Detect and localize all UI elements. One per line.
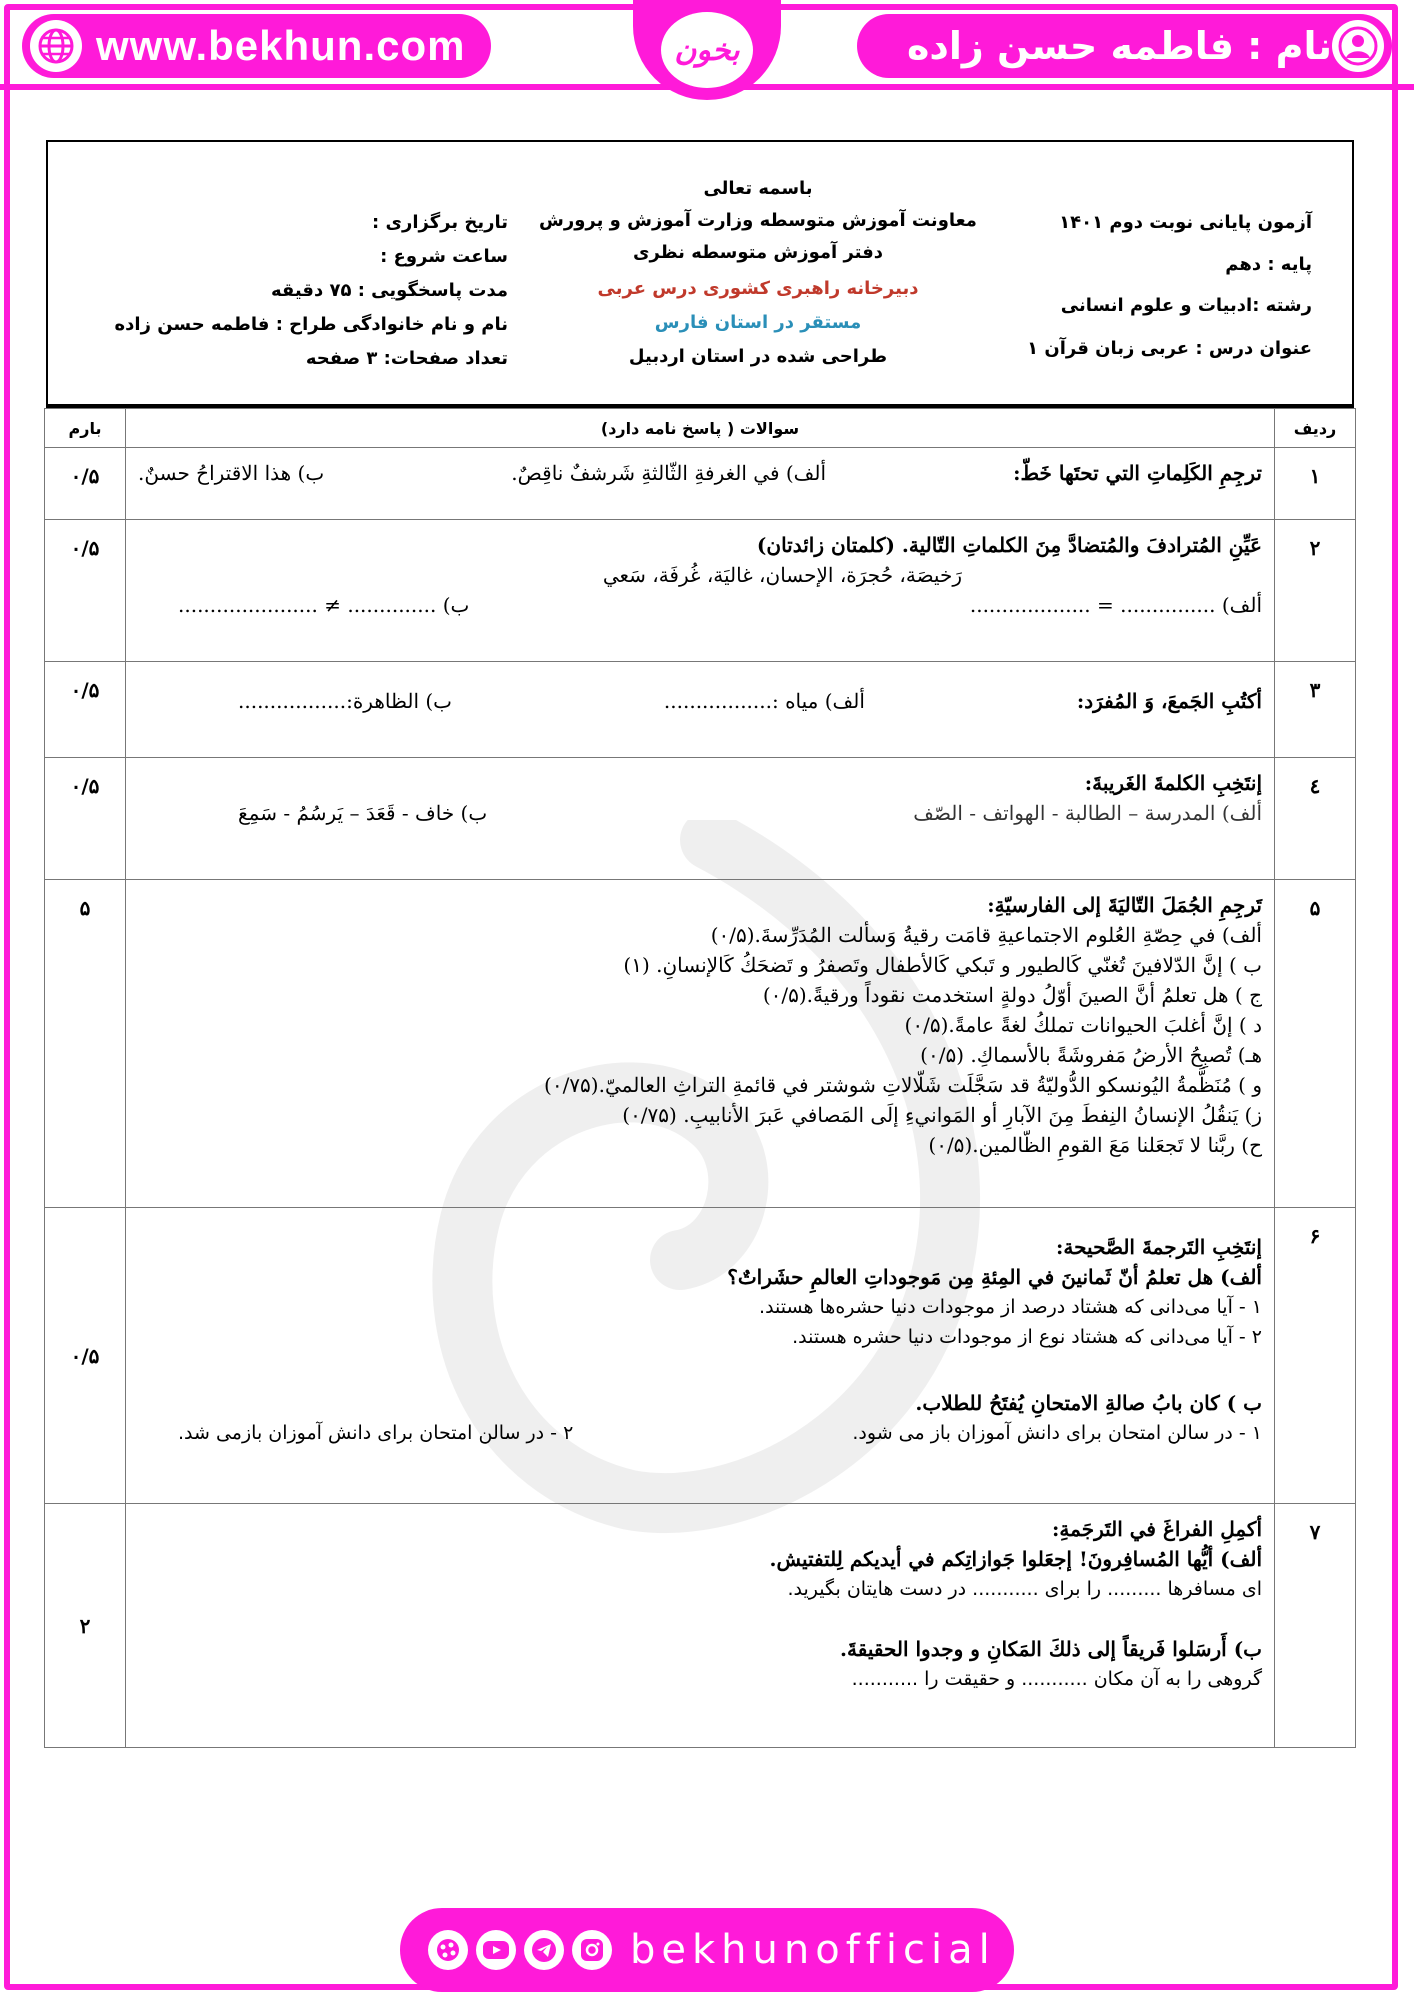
option-b: ب) خاف - قَعَدَ – يَرسُمُ - سَمِعَ xyxy=(238,801,488,825)
basmala: باسمه تعالی xyxy=(703,178,813,199)
start-time: ساعت شروع : xyxy=(380,246,508,267)
student-name: نام : فاطمه حسن زاده xyxy=(906,24,1332,68)
page-count: تعداد صفحات: ۳ صفحه xyxy=(305,348,508,369)
course-title: عنوان درس : عربی زبان قرآن ۱ xyxy=(1027,338,1312,359)
part-a-choice-1: ۱ - آیا می‌دانی که هشتاد درصد از موجودات دنیا حشره‌ها هستند. xyxy=(759,1296,1262,1318)
designed-in: طراحی شده در استان اردبیل xyxy=(628,346,888,367)
score: ۰/۵ xyxy=(45,520,126,662)
exam-header xyxy=(46,140,1354,408)
row-number: ۲ xyxy=(1275,520,1356,662)
part-a-translation: ای مسافرها ......... را برای ........... در دست هایتان بگیرید. xyxy=(787,1578,1262,1600)
list-item: هـ) تُصبِحُ الأرضُ مَفروشَةً بالأسماكِ. (۰/۵) xyxy=(920,1043,1262,1067)
part-b-choice-2: ۲ - در سالن امتحان برای دانش آموزان بازمی شد. xyxy=(178,1422,574,1444)
list-item: و ) مُنَظَّمةُ اليُونسكو الدُّوليّةُ قد سَجَّلَت شَلّالاتِ شوشتر في قائمةِ التراثِ العالميّ.(۰/۷۵) xyxy=(544,1073,1262,1097)
question-body xyxy=(126,1504,1275,1748)
row-number: ۶ xyxy=(1275,1208,1356,1504)
col-row: ردیف xyxy=(1275,409,1356,448)
row-number: ۱ xyxy=(1275,448,1356,520)
globe-icon xyxy=(30,20,82,72)
question-body xyxy=(126,1208,1275,1504)
social-bar xyxy=(400,1908,1014,1992)
based-in: مستقر در استان فارس xyxy=(654,312,862,333)
telegram-icon[interactable] xyxy=(524,1930,564,1970)
part-b-translation: گروهی را به آن مکان ........... و حقیقت را ........... xyxy=(851,1668,1262,1690)
question-body xyxy=(126,758,1275,880)
part-b-question: ب ) كان بابُ صالةِ الامتحانِ يُفتَحُ للطلاب. xyxy=(915,1391,1262,1415)
question-body xyxy=(126,662,1275,758)
grade: پایه : دهم xyxy=(1225,254,1312,275)
website-pill[interactable] xyxy=(22,14,491,78)
question-row xyxy=(45,662,1356,758)
score: ۲ xyxy=(45,1504,126,1748)
question-title: أكمِلِ الفراغَ في التَرجَمةِ: xyxy=(1052,1517,1262,1541)
question-row xyxy=(45,758,1356,880)
score: ۵ xyxy=(45,880,126,1208)
exam-date: تاریخ برگزاری : xyxy=(372,212,508,233)
brand-logo-text: بخون xyxy=(674,32,740,68)
option-a: ألف) مياه :................. xyxy=(663,689,865,713)
option-b: ب) هذا الاقتراحُ حسنٌ. xyxy=(138,461,325,485)
secretariat: دبیرخانه راهبری کشوری درس عربی xyxy=(597,278,919,299)
question-row xyxy=(45,1504,1356,1748)
instagram-icon[interactable] xyxy=(572,1930,612,1970)
row-number: ۵ xyxy=(1275,880,1356,1208)
score: ۰/۵ xyxy=(45,448,126,520)
option-b: ب) الظاهرة:................. xyxy=(238,689,453,713)
word-list: رَخيصَة، حُجرَة، الإحسان، غاليَة، غُرفَة، سَعي xyxy=(602,563,962,587)
question-title: إنتَخِبِ الكلمةَ الغَريبةَ: xyxy=(1084,771,1262,795)
list-item: ألف) في حِصّةِ العُلوم الاجتماعيةِ قامَت رقيةُ وَسألت المُدَرِّسةَ.(۰/۵) xyxy=(710,923,1262,947)
part-b-choice-1: ۱ - در سالن امتحان برای دانش آموزان باز می شود. xyxy=(852,1422,1262,1444)
part-a-question: ألف) أيُّها المُسافِرونَ! إجعَلوا جَوازاتِكم في أيديكم لِلتفتيش. xyxy=(769,1547,1262,1571)
option-a: ألف) ............... = ................... xyxy=(969,593,1262,617)
website-url[interactable]: www.bekhun.com xyxy=(96,22,466,69)
office: دفتر آموزش متوسطه نظری xyxy=(632,242,884,263)
table-header xyxy=(45,409,1356,448)
list-item: ز) يَنقُلُ الإنسانُ النِفطَ مِنَ الآبارِ أو المَوانيءِ إلَى المَصافي عَبرَ الأنابيبِ. (۰/۷۵) xyxy=(622,1103,1262,1127)
part-a-question: ألف) هل تعلمُ أنّ ثَمانينَ في المِئةِ مِن مَوجوداتِ العالمِ حشَراتٌ؟ xyxy=(727,1265,1262,1289)
question-row xyxy=(45,1208,1356,1504)
exam-title: آزمون پایانی نوبت دوم ۱۴۰۱ xyxy=(1059,212,1312,233)
col-questions: سوالات ( پاسخ نامه دارد) xyxy=(126,409,1275,448)
field: رشته :ادبیات و علوم انسانی xyxy=(1060,295,1312,316)
row-number: ۷ xyxy=(1275,1504,1356,1748)
question-body xyxy=(126,520,1275,662)
row-number: ٤ xyxy=(1275,758,1356,880)
option-a: ألف) المدرسة – الطالبة - الهواتف - الصّف xyxy=(913,801,1262,825)
question-row xyxy=(45,520,1356,662)
question-row xyxy=(45,448,1356,520)
designer: نام و نام خانوادگی طراح : فاطمه حسن زاده xyxy=(114,314,508,335)
score: ۰/۵ xyxy=(45,1208,126,1504)
student-name-pill xyxy=(857,14,1392,78)
list-item: د ) إنَّ أغلبَ الحيوانات تملكُ لغةً عامةً.(۰/۵) xyxy=(904,1013,1262,1037)
youtube-icon[interactable] xyxy=(476,1930,516,1970)
part-a-choice-2: ۲ - آیا می‌دانی که هشتاد نوع از موجودات دنیا حشره هستند. xyxy=(792,1326,1262,1348)
list-item: ح) ربَّنا لا تَجعَلنا مَعَ القومِ الظّالمين.(۰/۵) xyxy=(928,1133,1262,1157)
question-title: ترجِمِ الكَلِماتِ التي تحتَها خَطّ: xyxy=(1013,461,1262,485)
list-item: ب ) إنَّ الدّلافينَ تُغنّي كَالطيور و تَبكي كَالأطفال وتَصفرُ و تَضحَكُ كَالإنسانِ. (۱) xyxy=(623,953,1262,977)
questions-table xyxy=(44,408,1356,1748)
score: ۰/۵ xyxy=(45,758,126,880)
social-handle[interactable]: bekhunofficial xyxy=(630,1927,996,1973)
user-icon xyxy=(1332,20,1384,72)
list-item: ج ) هل تعلمُ أنَّ الصينَ أوّلُ دولةٍ استخدمت نقوداً ورقيةً.(۰/۵) xyxy=(762,983,1262,1007)
part-b-question: ب) أَرسَلوا فَريقاً إلى ذلكَ المَكانِ و وجدوا الحقيقةَ. xyxy=(840,1637,1262,1661)
row-number: ۳ xyxy=(1275,662,1356,758)
question-title: عَيِّنِ المُترادفَ والمُتضادَّ مِنَ الكلماتِ التّالية. (كلمتان زائدتان) xyxy=(756,533,1262,557)
option-b: ب) .............. ≠ ...................... xyxy=(178,593,470,617)
col-score: بارم xyxy=(45,409,126,448)
option-a: ألف) في الغرفةِ الثّالثةِ شَرشفٌ ناقِصٌ. xyxy=(511,461,827,485)
score: ۰/۵ xyxy=(45,662,126,758)
question-title: إنتَخِبِ التَرجمةَ الصَّحيحة: xyxy=(1056,1235,1262,1259)
aparat-icon[interactable] xyxy=(428,1930,468,1970)
question-title: أكتُبِ الجَمعَ، وَ المُفرَد: xyxy=(1076,689,1262,713)
top-bar xyxy=(0,0,1414,92)
question-body xyxy=(126,448,1275,520)
ministry: معاونت آموزش متوسطه وزارت آموزش و پرورش xyxy=(539,210,977,231)
social-icons xyxy=(428,1930,612,1970)
question-title: تَرجِمِ الجُمَلَ التّاليَةَ إلى الفارسيّةِ: xyxy=(987,893,1262,917)
question-row xyxy=(45,880,1356,1208)
question-body xyxy=(126,880,1275,1208)
duration: مدت پاسخگویی : ۷۵ دقیقه xyxy=(270,280,508,301)
